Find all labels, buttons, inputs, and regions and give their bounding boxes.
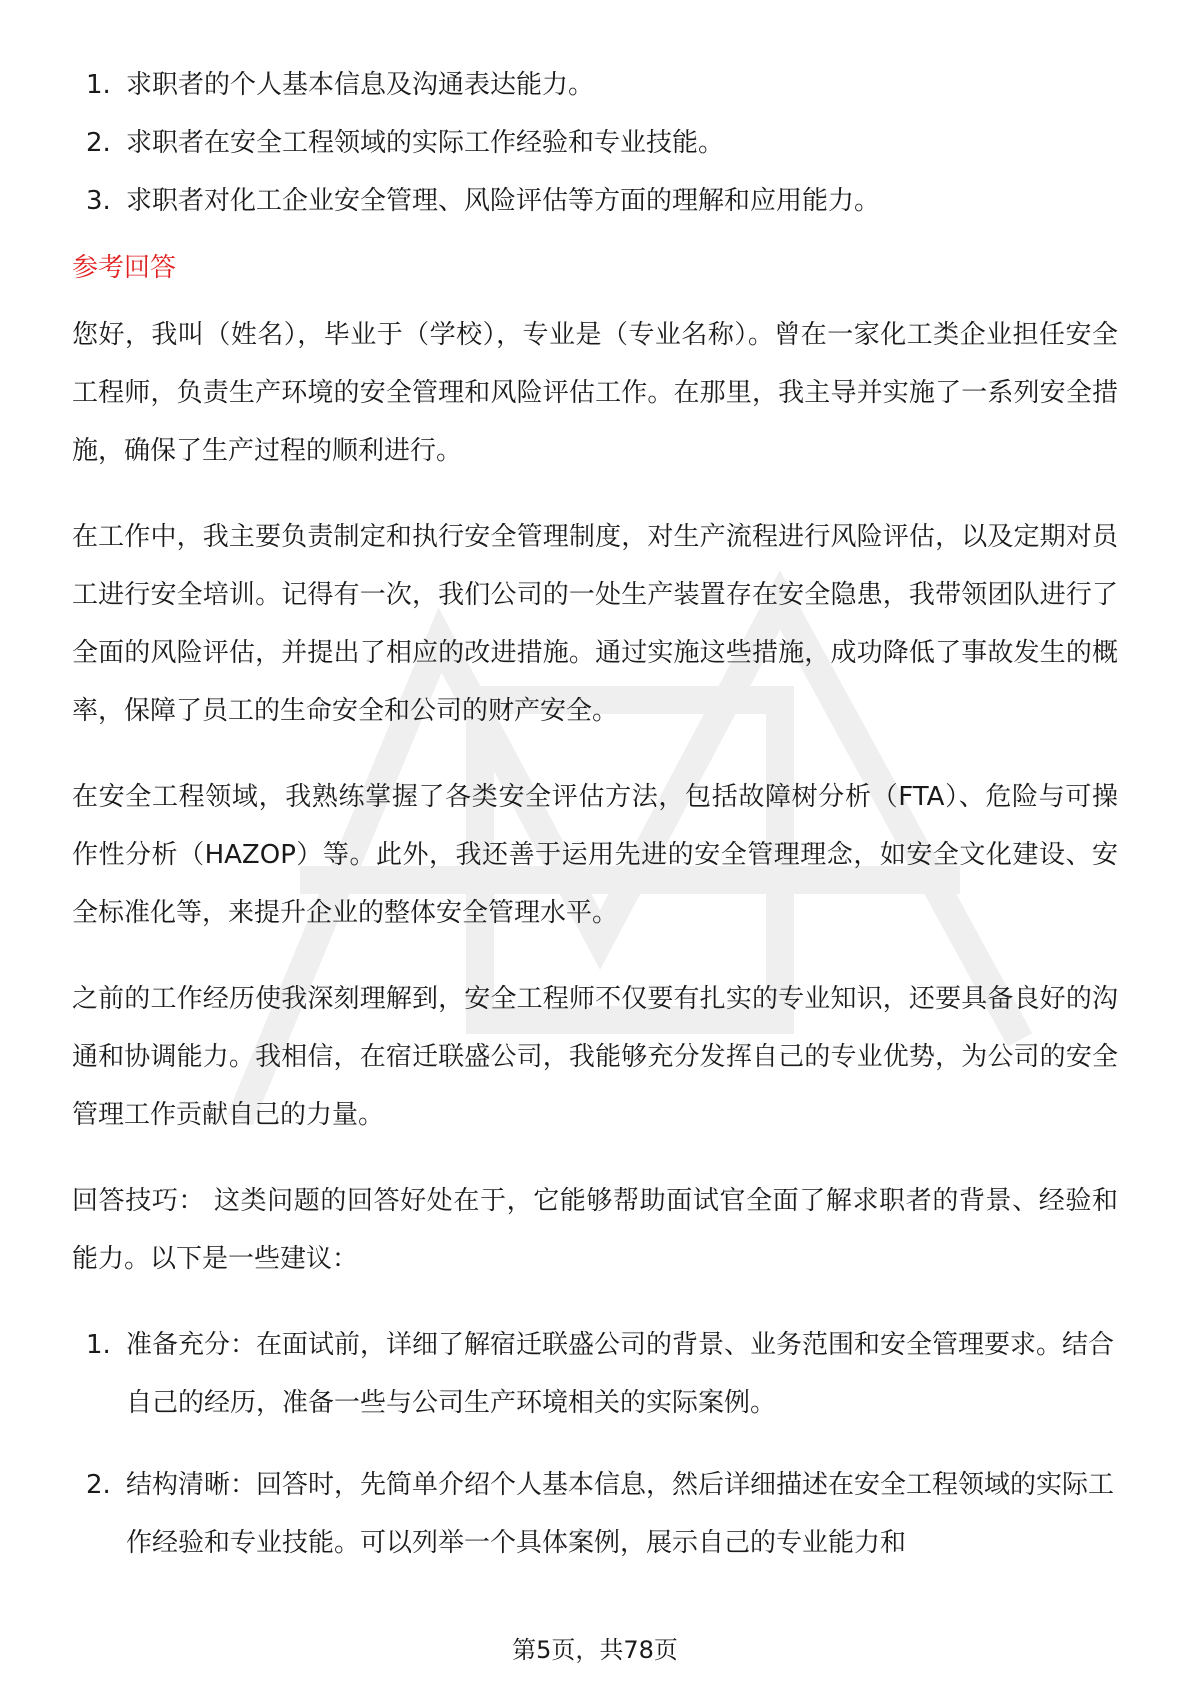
- list-item: [72, 1456, 1118, 1572]
- list-number: 1.: [86, 1330, 111, 1360]
- paragraph-summary: 之前的工作经历使我深刻理解到，安全工程师不仅要有扎实的专业知识，还要具备良好的沟通和协调能力。我相信，在宿迁联盛公司，我能够充分发挥自己的专业优势，为公司的安全管理工作贡献自己的力量。: [72, 984, 1118, 1130]
- list-item: [72, 114, 1118, 172]
- list-text: 结构清晰：回答时，先简单介绍个人基本信息，然后详细描述在安全工程领域的实际工作经验和专业技能。可以列举一个具体案例，展示自己的专业能力和: [126, 1470, 1115, 1558]
- reference-heading: 参考回答: [72, 253, 177, 283]
- list-number: 1.: [86, 70, 111, 100]
- list-text: 求职者在安全工程领域的实际工作经验和专业技能。: [126, 128, 725, 158]
- paragraph-work: 在工作中，我主要负责制定和执行安全管理制度，对生产流程进行风险评估，以及定期对员工进行安全培训。记得有一次，我们公司的一处生产装置存在安全隐患，我带领团队进行了全面的风险评估，并提出了相应的改进措施。通过实施这些措施，成功降低了事故发生的概率，保障了员工的生命安全和公司的财产安全。: [72, 522, 1118, 726]
- intro-list: [72, 56, 1118, 230]
- list-text: 准备充分：在面试前，详细了解宿迁联盛公司的背景、业务范围和安全管理要求。结合自己的经历，准备一些与公司生产环境相关的实际案例。: [126, 1330, 1115, 1418]
- paragraph-tips-intro: 回答技巧： 这类问题的回答好处在于，它能够帮助面试官全面了解求职者的背景、经验和能力。以下是一些建议：: [72, 1186, 1118, 1274]
- list-number: 3.: [86, 186, 111, 216]
- tips-list: [72, 1316, 1118, 1572]
- list-text: 求职者的个人基本信息及沟通表达能力。: [126, 70, 595, 100]
- paragraph-intro: 您好，我叫（姓名），毕业于（学校），专业是（专业名称）。曾在一家化工类企业担任安全工程师，负责生产环境的安全管理和风险评估工作。在那里，我主导并实施了一系列安全措施，确保了生产过程的顺利进行。: [72, 320, 1118, 466]
- list-text: 求职者对化工企业安全管理、风险评估等方面的理解和应用能力。: [126, 186, 881, 216]
- list-item: [72, 56, 1118, 114]
- list-item: [72, 1316, 1118, 1432]
- page-footer: 第5页，共78页: [512, 1636, 678, 1664]
- list-number: 2.: [86, 1470, 111, 1500]
- list-number: 2.: [86, 128, 111, 158]
- page-content: [72, 56, 1118, 1596]
- paragraph-skills: 在安全工程领域，我熟练掌握了各类安全评估方法，包括故障树分析（FTA）、危险与可操作性分析（HAZOP）等。此外，我还善于运用先进的安全管理理念，如安全文化建设、安全标准化等，来提升企业的整体安全管理水平。: [72, 782, 1118, 928]
- list-item: [72, 172, 1118, 230]
